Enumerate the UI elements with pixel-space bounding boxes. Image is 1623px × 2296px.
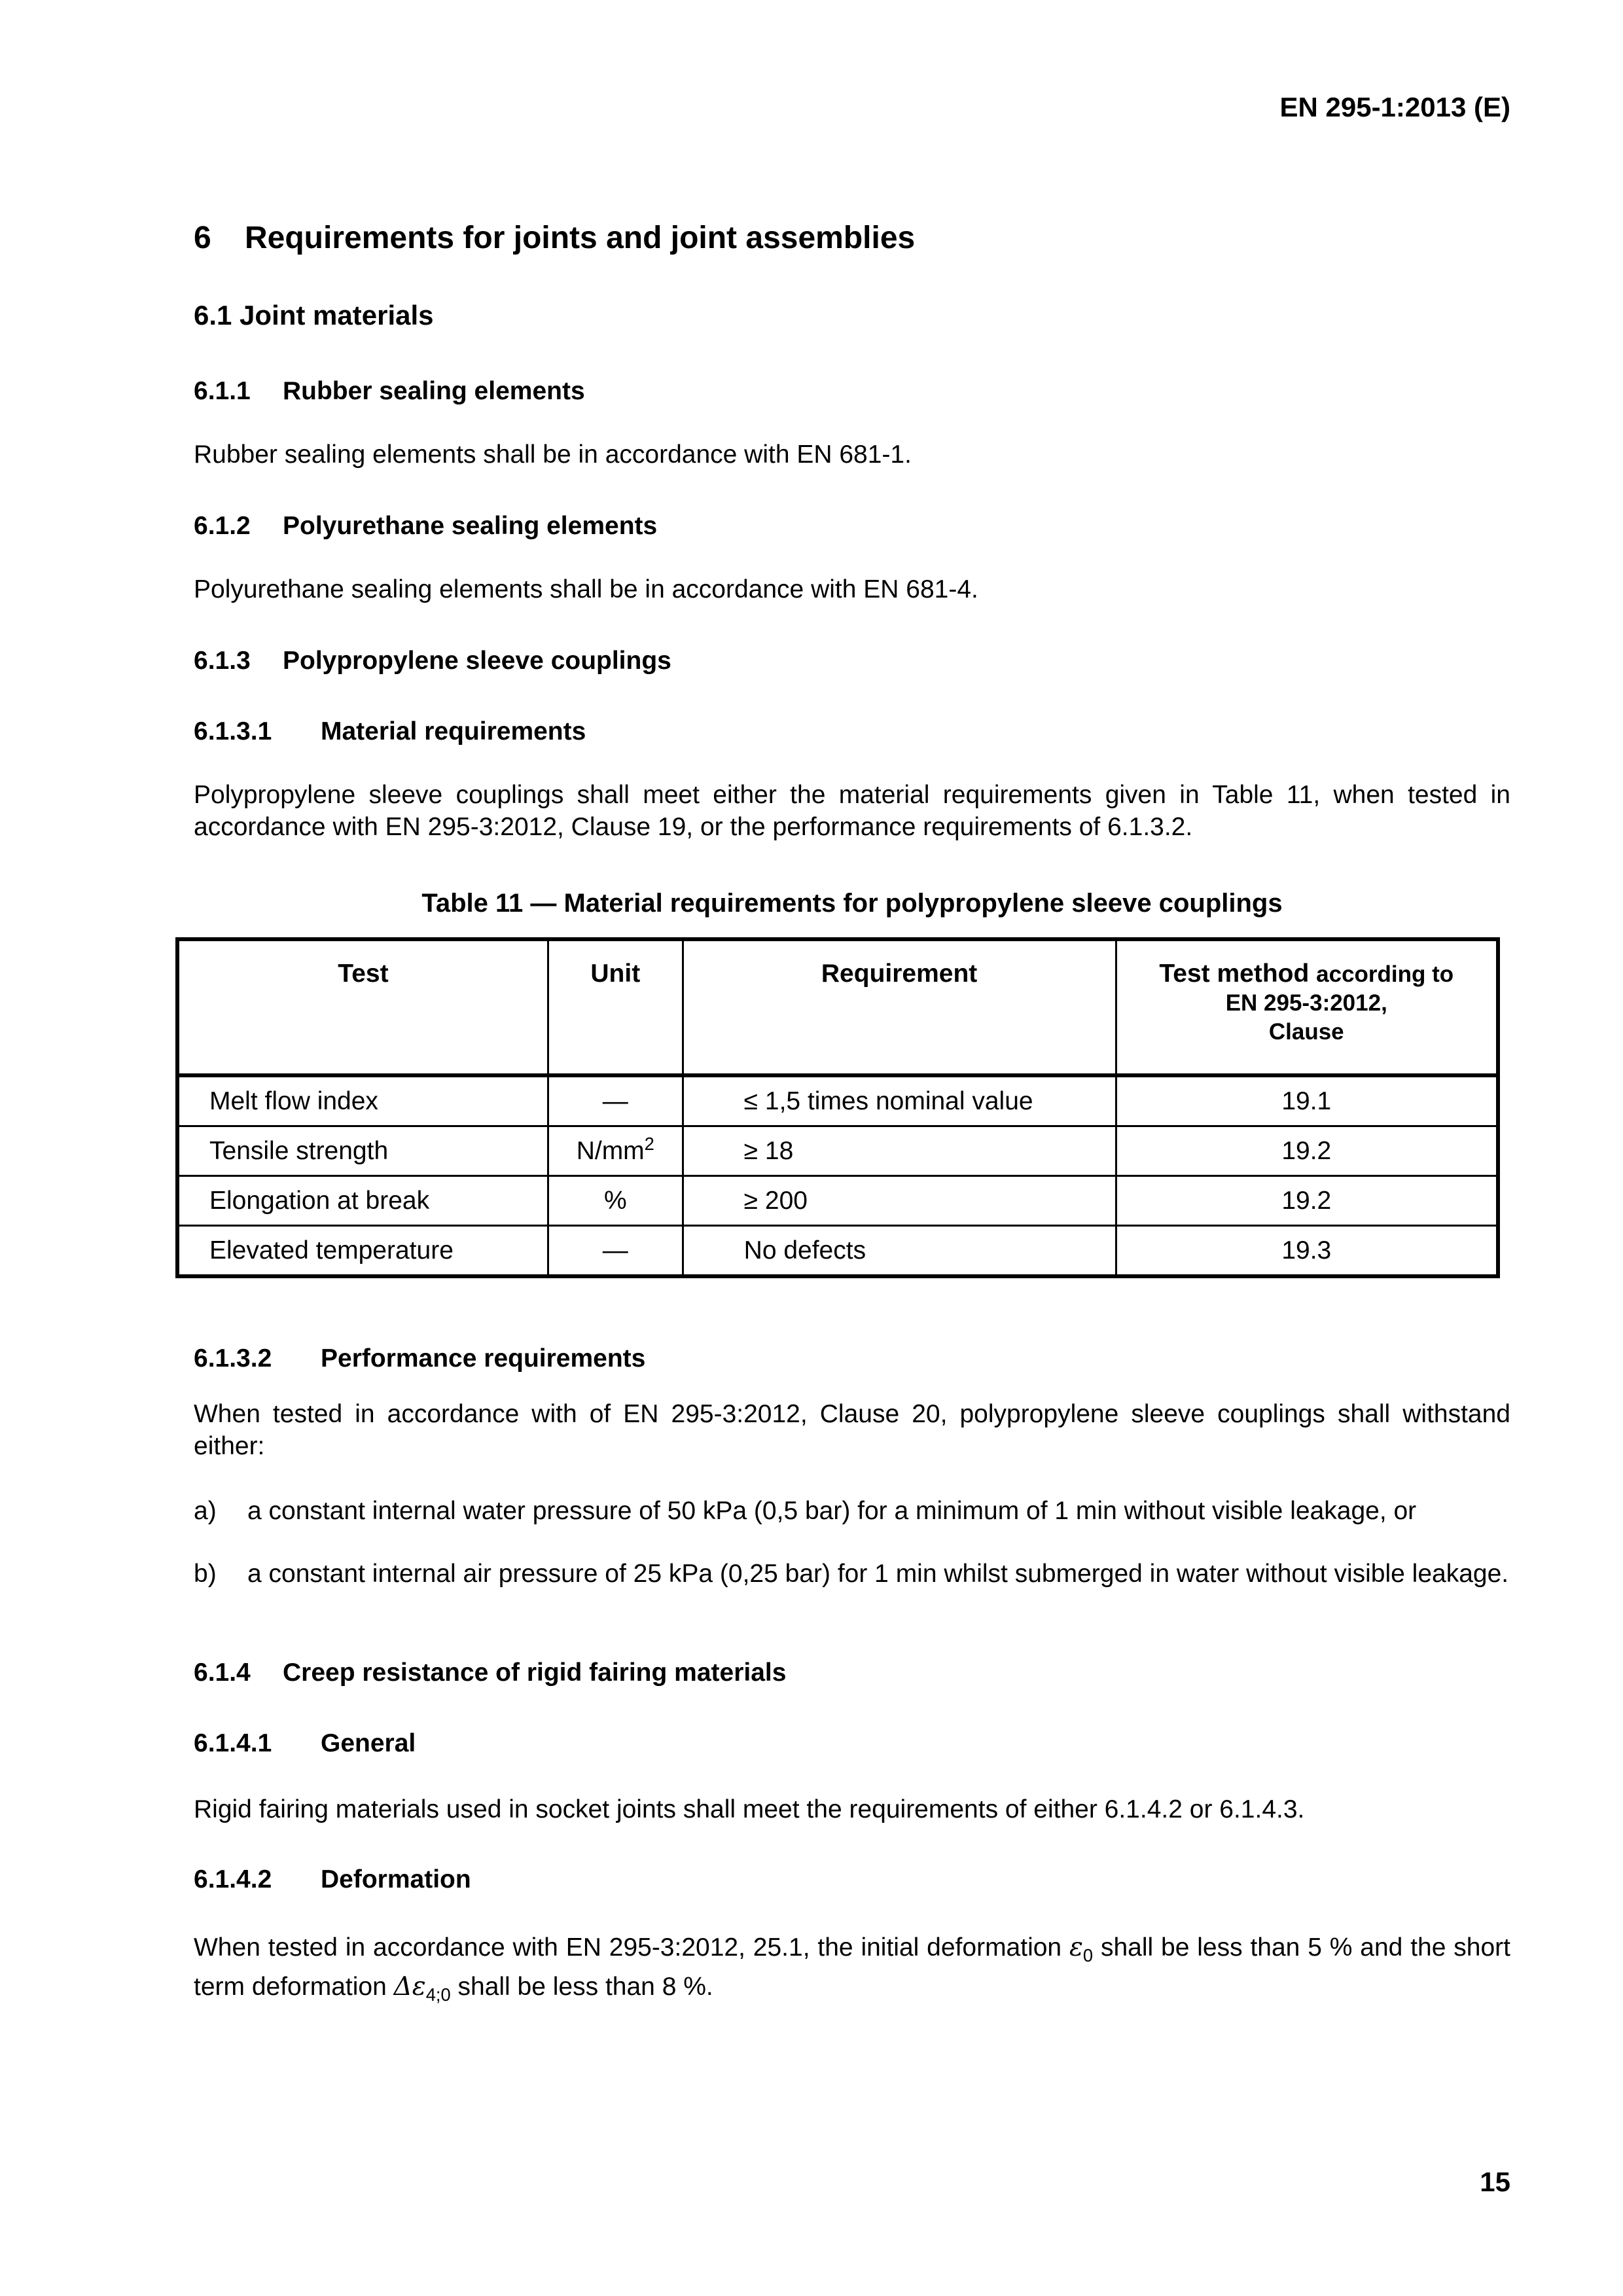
section-6-1-4-2-text [194, 1928, 1510, 2007]
header-test-method [1116, 939, 1498, 1075]
delta-epsilon-symbol: Δε [393, 1972, 426, 2001]
section-number: 6 [194, 221, 211, 255]
cell-clause: 19.1 [1116, 1075, 1498, 1126]
list-item-text: a constant internal water pressure of 50 kPa (0,5 bar) for a minimum of 1 min without visible leakage, or [247, 1497, 1417, 1525]
header-method-sub3: Clause [1268, 1019, 1344, 1045]
table-11-caption: Table 11 — Material requirements for polypropylene sleeve couplings [421, 889, 1283, 918]
section-6-1-heading: 6.1 Joint materials [194, 300, 434, 331]
cell-unit: — [548, 1226, 683, 1277]
section-number: 6.1.3 [194, 647, 251, 675]
section-title: Deformation [321, 1865, 471, 1893]
list-marker: b) [194, 1560, 217, 1588]
cell-clause: 19.2 [1116, 1176, 1498, 1226]
header-test: Test [177, 939, 548, 1075]
section-6-1-3-1-heading [194, 717, 586, 746]
cell-unit [548, 1126, 683, 1176]
cell-test: Elevated temperature [177, 1226, 548, 1277]
section-title: Material requirements [321, 717, 586, 745]
section-title: Rubber sealing elements [283, 377, 585, 405]
cell-unit: — [548, 1075, 683, 1126]
section-number: 6.1.1 [194, 377, 251, 405]
text-part: shall be less than 8 %. [450, 1973, 713, 2001]
header-method-sub2: EN 295-3:2012, [1225, 990, 1387, 1016]
cell-requirement: ≥ 18 [683, 1126, 1116, 1176]
page-number: 15 [1480, 2166, 1510, 2197]
epsilon-symbol: ε [1069, 1933, 1083, 1962]
cell-clause: 19.2 [1116, 1126, 1498, 1176]
section-title: General [321, 1729, 416, 1757]
epsilon-subscript: 0 [1082, 1945, 1094, 1965]
list-item-text: a constant internal air pressure of 25 kPa (0,25 bar) for 1 min whilst submerged in water without visible leakage. [247, 1560, 1509, 1588]
header-unit: Unit [548, 939, 683, 1075]
cell-unit: % [548, 1176, 683, 1226]
cell-requirement: No defects [683, 1226, 1116, 1277]
section-6-1-3-2-heading [194, 1344, 645, 1373]
table-header-row [177, 939, 1498, 1075]
table-11 [175, 937, 1500, 1278]
section-number: 6.1.3.1 [194, 717, 272, 745]
section-6-1-1-text: Rubber sealing elements shall be in accordance with EN 681-1. [194, 440, 912, 469]
section-number: 6.1.3.2 [194, 1344, 272, 1372]
table-row [177, 1226, 1498, 1277]
section-title: Performance requirements [321, 1344, 646, 1372]
delta-epsilon-subscript: 4;0 [425, 1984, 451, 2005]
cell-requirement: ≤ 1,5 times nominal value [683, 1075, 1116, 1126]
table-row [177, 1176, 1498, 1226]
section-6-heading [194, 220, 915, 256]
section-number: 6.1.4 [194, 1659, 251, 1687]
section-number: 6.1.4.1 [194, 1729, 272, 1757]
section-6-1-3-1-text: Polypropylene sleeve couplings shall meet either the material requirements given in Table 11, when tested in accordance with EN 295-3:2012, Clause 19, or the performance requirements of 6.1.3.2. [194, 781, 1510, 841]
section-6-1-2-text: Polyurethane sealing elements shall be in accordance with EN 681-4. [194, 575, 978, 603]
unit-superscript: 2 [644, 1133, 654, 1154]
header-requirement: Requirement [683, 939, 1116, 1075]
section-title: Requirements for joints and joint assemblies [245, 221, 916, 255]
section-6-1-3-heading [194, 647, 671, 675]
table-row [177, 1126, 1498, 1176]
section-6-1-4-1-heading [194, 1729, 416, 1758]
section-number: 6.1.4.2 [194, 1865, 272, 1893]
header-method-main: Test method [1159, 960, 1310, 988]
section-title: Polypropylene sleeve couplings [283, 647, 671, 675]
header-method-sub1: according to [1316, 961, 1454, 987]
section-6-1-3-2-text: When tested in accordance with of EN 295-3:2012, Clause 20, polypropylene sleeve couplings shall withstand either: [194, 1400, 1510, 1460]
text-part: shall be less than 5 % and the short term deformation [194, 1933, 1510, 2001]
section-6-1-4-heading [194, 1659, 786, 1687]
text-part: When tested in accordance with EN 295-3:2012, 25.1, the initial deformation [194, 1933, 1069, 1962]
section-6-1-2-heading [194, 512, 657, 541]
document-id: EN 295-1:2013 (E) [1279, 92, 1510, 122]
cell-requirement: ≥ 200 [683, 1176, 1116, 1226]
section-title: Creep resistance of rigid fairing materials [283, 1659, 787, 1687]
unit-text: N/mm [576, 1136, 645, 1165]
section-6-1-4-2-heading [194, 1865, 471, 1894]
cell-test: Melt flow index [177, 1075, 548, 1126]
section-number: 6.1.2 [194, 512, 251, 540]
section-6-1-4-1-text: Rigid fairing materials used in socket joints shall meet the requirements of either 6.1.4.2 or 6.1.4.3. [194, 1795, 1305, 1823]
cell-test: Elongation at break [177, 1176, 548, 1226]
section-title: Polyurethane sealing elements [283, 512, 658, 540]
list-item [194, 1495, 1510, 1527]
list-item [194, 1558, 1510, 1590]
list-marker: a) [194, 1497, 217, 1525]
table-row [177, 1075, 1498, 1126]
section-6-1-1-heading [194, 377, 585, 406]
cell-clause: 19.3 [1116, 1226, 1498, 1277]
cell-test: Tensile strength [177, 1126, 548, 1176]
